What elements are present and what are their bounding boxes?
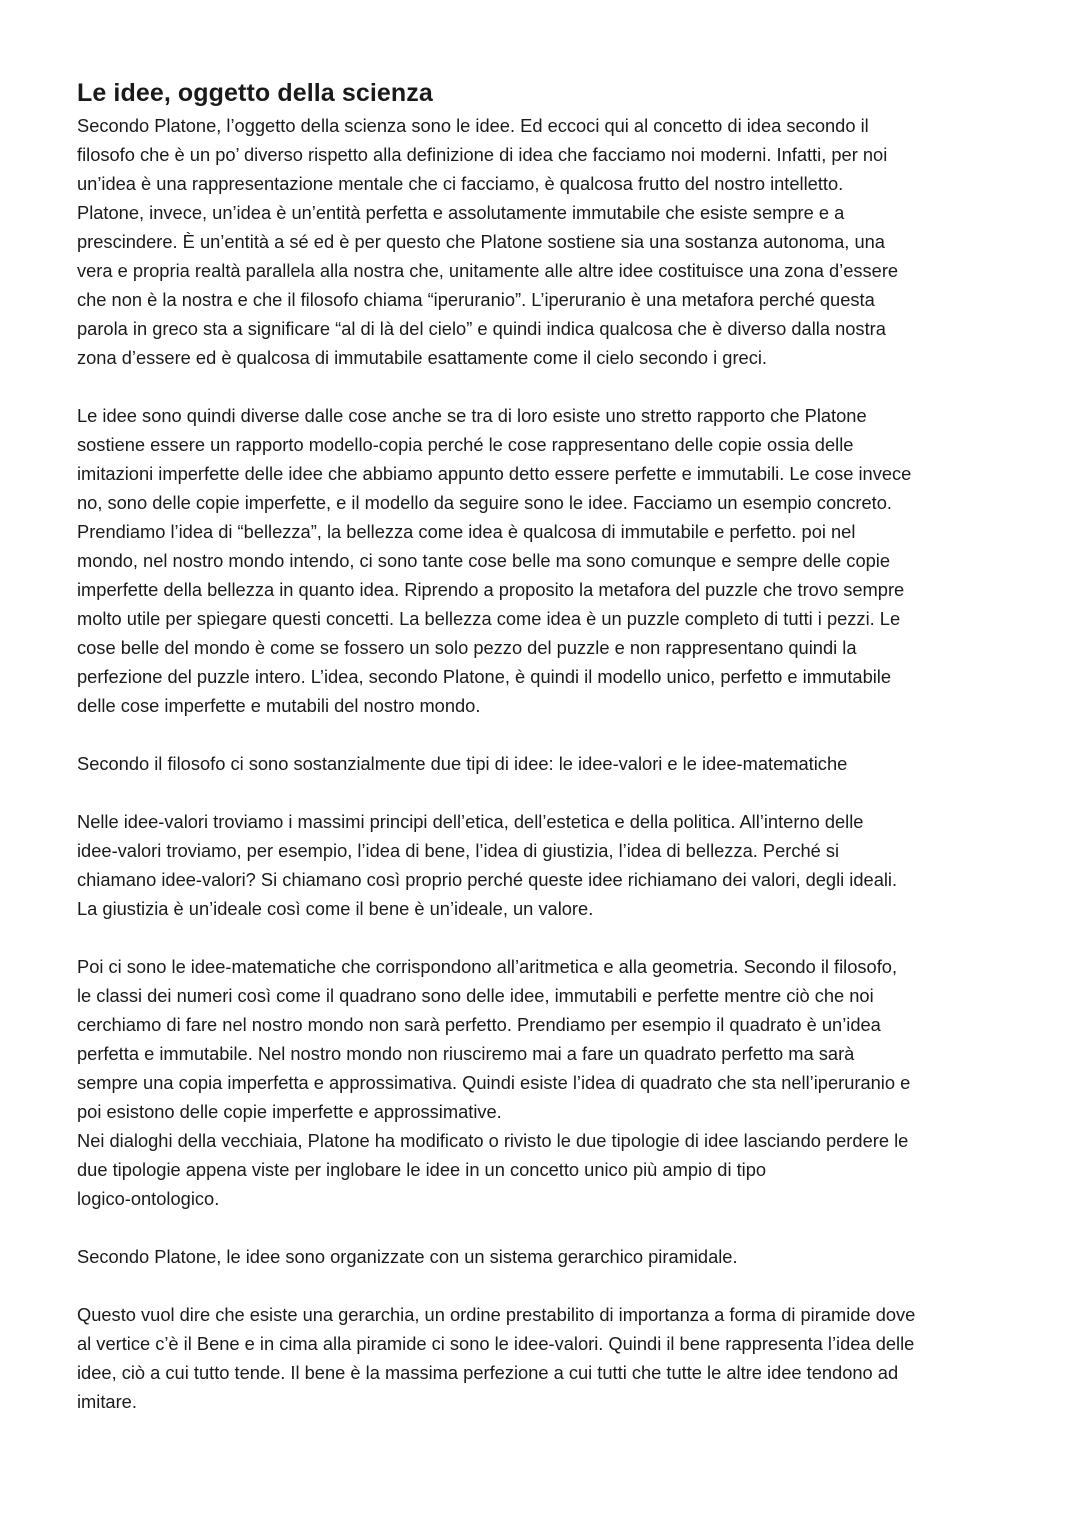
- paragraph-hierarchy: Secondo Platone, le idee sono organizzate con un sistema gerarchico piramidale.: [77, 1246, 738, 1267]
- paragraph-idee-matematiche: Poi ci sono le idee-matematiche che corrispondono all’aritmetica e alla geometria. Secondo il filosofo, le classi dei numeri così come il quadrano sono delle idee, immutabili e perfette mentre ciò che noi cerchiamo di fare nel nostro mondo non sarà perfetto. Prendiamo per esempio il quadrato è un’idea perfetta e immutabile. Nel nostro mondo non riusciremo mai a fare un quadrato perfetto ma sarà sempre una copia imperfetta e approssimativa. Quindi esiste l’idea di quadrato che sta nell’iperuranio e poi esistono delle copie imperfette e approssimative. Nei dialoghi della vecchiaia, Platone ha modificato o rivisto le due tipologie di idee lasciando perdere le due tipologie appena viste per inglobare le idee in un concetto unico più ampio di tipo logico-ontologico.: [77, 956, 911, 1209]
- paragraph-pyramid: Questo vuol dire che esiste una gerarchia, un ordine prestabilito di importanza a forma di piramide dove al vertice c’è il Bene e in cima alla piramide ci sono le idee-valori. Quindi il bene rappresenta l’idea delle idee, ciò a cui tutto tende. Il bene è la massima perfezione a cui tutti che tutte le altre idee tendono ad imitare.: [77, 1304, 916, 1412]
- paragraph-spacer: [77, 778, 1007, 807]
- paragraph-two-types: Secondo il filosofo ci sono sostanzialmente due tipi di idee: le idee-valori e le idee-matematiche: [77, 753, 848, 774]
- document-page: [77, 78, 1007, 1416]
- paragraph-spacer: [77, 372, 1007, 401]
- paragraph-spacer: [77, 1271, 1007, 1300]
- paragraph-spacer: [77, 720, 1007, 749]
- document-title: Le idee, oggetto della scienza: [77, 79, 433, 107]
- paragraph-model-copy: Le idee sono quindi diverse dalle cose anche se tra di loro esiste uno stretto rapporto che Platone sostiene essere un rapporto modello-copia perché le cose rappresentano delle copie ossia delle imitazioni imperfette delle idee che abbiamo appunto detto essere perfette e immutabili. Le cose invece no, sono delle copie imperfette, e il modello da seguire sono le idee. Facciamo un esempio concreto. Prendiamo l’idea di “bellezza”, la bellezza come idea è qualcosa di immutabile e perfetto. poi nel mondo, nel nostro mondo intendo, ci sono tante cose belle ma sono comunque e sempre delle copie imperfette della bellezza in quanto idea. Riprendo a proposito la metafora del puzzle che trovo sempre molto utile per spiegare questi concetti. La bellezza come idea è un puzzle completo di tutti i pezzi. Le cose belle del mondo è come se fossero un solo pezzo del puzzle e non rappresentano quindi la perfezione del puzzle intero. L’idea, secondo Platone, è quindi il modello unico, perfetto e immutabile delle cose imperfette e mutabili del nostro mondo.: [77, 405, 912, 716]
- paragraph-spacer: [77, 923, 1007, 952]
- paragraph-idee-valori: Nelle idee-valori troviamo i massimi principi dell’etica, dell’estetica e della politica. All’interno delle idee-valori troviamo, per esempio, l’idea di bene, l’idea di giustizia, l’idea di bellezza. Perché si chiamano idee-valori? Si chiamano così proprio perché queste idee richiamano dei valori, degli ideali. La giustizia è un’ideale così come il bene è un’ideale, un valore.: [77, 811, 898, 919]
- paragraph-ideas-definition: Secondo Platone, l’oggetto della scienza sono le idee. Ed eccoci qui al concetto di idea secondo il filosofo che è un po’ diverso rispetto alla definizione di idea che facciamo noi moderni. Infatti, per noi un’idea è una rappresentazione mentale che ci facciamo, è qualcosa frutto del nostro intelletto. Platone, invece, un’idea è un’entità perfetta e assolutamente immutabile che esiste sempre e a prescindere. È un’entità a sé ed è per questo che Platone sostiene sia una sostanza autonoma, una vera e propria realtà parallela alla nostra che, unitamente alle altre idee costituisce una zona d’essere che non è la nostra e che il filosofo chiama “iperuranio”. L’iperuranio è una metafora perché questa parola in greco sta a significare “al di là del cielo” e quindi indica qualcosa che è diverso dalla nostra zona d’essere ed è qualcosa di immutabile esattamente come il cielo secondo i greci.: [77, 115, 899, 368]
- paragraph-spacer: [77, 1213, 1007, 1242]
